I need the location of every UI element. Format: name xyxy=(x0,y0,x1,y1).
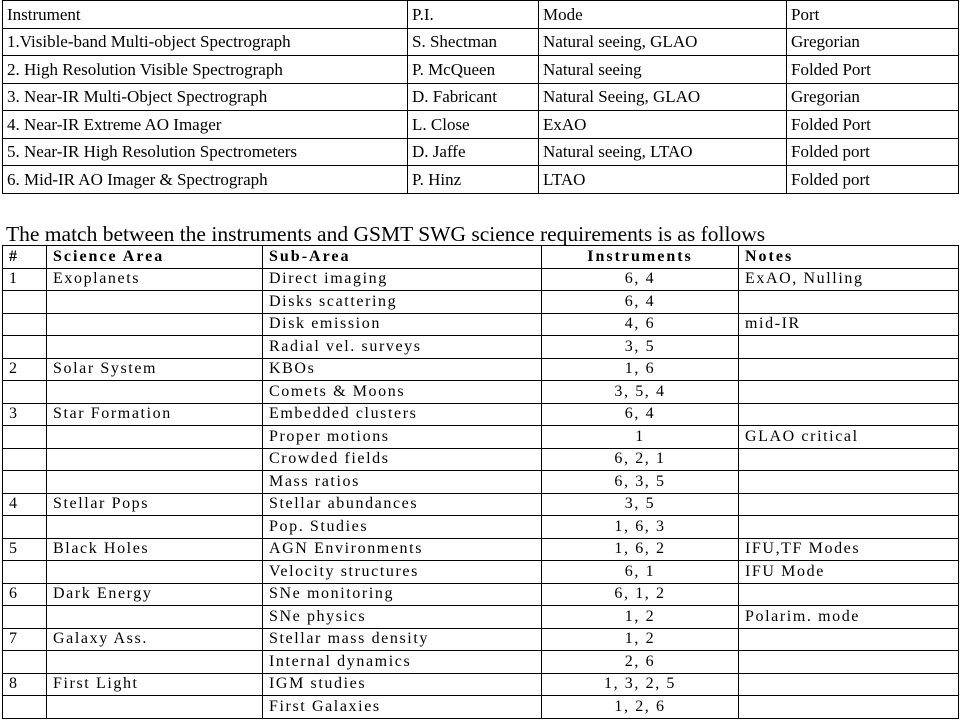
instrument-row xyxy=(3,28,959,56)
science-area-cell: Dark Energy xyxy=(47,583,263,606)
instrument-table xyxy=(2,0,959,194)
number-cell xyxy=(3,313,47,336)
science-row xyxy=(3,696,959,719)
science-row xyxy=(3,561,959,584)
science-row xyxy=(3,583,959,606)
science-area-cell xyxy=(47,606,263,629)
notes-cell: IFU Mode xyxy=(739,561,959,584)
number-cell: 5 xyxy=(3,538,47,561)
port-cell: Gregorian xyxy=(787,28,959,56)
science-row xyxy=(3,538,959,561)
science-row xyxy=(3,516,959,539)
notes-cell: IFU,TF Modes xyxy=(739,538,959,561)
science-area-cell xyxy=(47,516,263,539)
sub-area-cell: Radial vel. surveys xyxy=(263,336,542,359)
number-cell xyxy=(3,336,47,359)
science-area-cell xyxy=(47,381,263,404)
science-area-cell: Solar System xyxy=(47,358,263,381)
number-cell: 8 xyxy=(3,673,47,696)
pi-name-cell: D. Jaffe xyxy=(408,138,539,166)
instruments-cell: 3, 5 xyxy=(542,336,739,359)
instruments-cell: 6, 2, 1 xyxy=(542,448,739,471)
sub-area-cell: Comets & Moons xyxy=(263,381,542,404)
notes-cell xyxy=(739,651,959,674)
sub-area-cell: SNe monitoring xyxy=(263,583,542,606)
instruments-cell: 1, 3, 2, 5 xyxy=(542,673,739,696)
number-cell: 6 xyxy=(3,583,47,606)
science-row xyxy=(3,493,959,516)
port-cell: Folded Port xyxy=(787,111,959,139)
science-requirements-table xyxy=(2,245,959,719)
header-pi: P.I. xyxy=(408,1,539,29)
science-row xyxy=(3,313,959,336)
port-cell: Folded port xyxy=(787,166,959,194)
instrument-table-header xyxy=(3,1,959,29)
number-cell: 3 xyxy=(3,403,47,426)
number-cell: 7 xyxy=(3,628,47,651)
science-area-cell: First Light xyxy=(47,673,263,696)
sub-area-cell: Pop. Studies xyxy=(263,516,542,539)
number-cell: 1 xyxy=(3,268,47,291)
sub-area-cell: Mass ratios xyxy=(263,471,542,494)
science-area-cell xyxy=(47,313,263,336)
science-area-cell: Black Holes xyxy=(47,538,263,561)
science-area-cell xyxy=(47,696,263,719)
notes-cell: mid-IR xyxy=(739,313,959,336)
instrument-name-cell: 3. Near-IR Multi-Object Spectrograph xyxy=(3,83,408,111)
science-row xyxy=(3,291,959,314)
pi-name-cell: L. Close xyxy=(408,111,539,139)
instrument-row xyxy=(3,166,959,194)
instrument-name-cell: 6. Mid-IR AO Imager & Spectrograph xyxy=(3,166,408,194)
pi-name-cell: P. Hinz xyxy=(408,166,539,194)
mode-cell: Natural Seeing, GLAO xyxy=(539,83,787,111)
notes-cell xyxy=(739,381,959,404)
sub-area-cell: Embedded clusters xyxy=(263,403,542,426)
science-row xyxy=(3,336,959,359)
number-cell xyxy=(3,471,47,494)
science-area-cell xyxy=(47,448,263,471)
port-cell: Folded port xyxy=(787,138,959,166)
instruments-cell: 6, 4 xyxy=(542,291,739,314)
number-cell xyxy=(3,448,47,471)
science-row xyxy=(3,606,959,629)
science-row xyxy=(3,268,959,291)
science-row xyxy=(3,403,959,426)
number-cell xyxy=(3,516,47,539)
notes-cell: GLAO critical xyxy=(739,426,959,449)
instruments-cell: 3, 5, 4 xyxy=(542,381,739,404)
header-notes: Notes xyxy=(739,246,959,269)
pi-name-cell: S. Shectman xyxy=(408,28,539,56)
sub-area-cell: KBOs xyxy=(263,358,542,381)
instrument-row xyxy=(3,56,959,84)
intro-sentence: The match between the instruments and GSMT SWG science requirements is as follows xyxy=(6,222,766,246)
instruments-cell: 6, 3, 5 xyxy=(542,471,739,494)
science-row xyxy=(3,673,959,696)
notes-cell: ExAO, Nulling xyxy=(739,268,959,291)
science-row xyxy=(3,471,959,494)
number-cell xyxy=(3,426,47,449)
sub-area-cell: First Galaxies xyxy=(263,696,542,719)
notes-cell xyxy=(739,673,959,696)
science-row xyxy=(3,628,959,651)
header-instrument: Instrument xyxy=(3,1,408,29)
port-cell: Gregorian xyxy=(787,83,959,111)
mode-cell: Natural seeing xyxy=(539,56,787,84)
number-cell xyxy=(3,381,47,404)
mode-cell: Natural seeing, GLAO xyxy=(539,28,787,56)
notes-cell xyxy=(739,493,959,516)
notes-cell xyxy=(739,358,959,381)
sub-area-cell: Direct imaging xyxy=(263,268,542,291)
instrument-name-cell: 5. Near-IR High Resolution Spectrometers xyxy=(3,138,408,166)
notes-cell xyxy=(739,628,959,651)
notes-cell xyxy=(739,336,959,359)
science-row xyxy=(3,448,959,471)
notes-cell xyxy=(739,291,959,314)
science-table-header xyxy=(3,246,959,269)
notes-cell xyxy=(739,471,959,494)
instruments-cell: 1 xyxy=(542,426,739,449)
port-cell: Folded Port xyxy=(787,56,959,84)
instruments-cell: 6, 1 xyxy=(542,561,739,584)
instruments-cell: 1, 6, 3 xyxy=(542,516,739,539)
science-area-cell: Star Formation xyxy=(47,403,263,426)
sub-area-cell: Stellar mass density xyxy=(263,628,542,651)
science-row xyxy=(3,651,959,674)
instruments-cell: 6, 1, 2 xyxy=(542,583,739,606)
header-instruments: Instruments xyxy=(542,246,739,269)
instrument-row xyxy=(3,111,959,139)
instrument-name-cell: 4. Near-IR Extreme AO Imager xyxy=(3,111,408,139)
sub-area-cell: Disks scattering xyxy=(263,291,542,314)
header-sub-area: Sub-Area xyxy=(263,246,542,269)
notes-cell xyxy=(739,696,959,719)
sub-area-cell: SNe physics xyxy=(263,606,542,629)
header-port: Port xyxy=(787,1,959,29)
sub-area-cell: Proper motions xyxy=(263,426,542,449)
science-area-cell xyxy=(47,336,263,359)
science-area-cell: Stellar Pops xyxy=(47,493,263,516)
notes-cell xyxy=(739,403,959,426)
number-cell xyxy=(3,561,47,584)
header-mode: Mode xyxy=(539,1,787,29)
pi-name-cell: P. McQueen xyxy=(408,56,539,84)
sub-area-cell: AGN Environments xyxy=(263,538,542,561)
number-cell xyxy=(3,651,47,674)
header-number: # xyxy=(3,246,47,269)
science-row xyxy=(3,358,959,381)
science-row xyxy=(3,381,959,404)
number-cell xyxy=(3,696,47,719)
instrument-name-cell: 2. High Resolution Visible Spectrograph xyxy=(3,56,408,84)
instrument-row xyxy=(3,138,959,166)
instruments-cell: 1, 2 xyxy=(542,606,739,629)
instruments-cell: 4, 6 xyxy=(542,313,739,336)
sub-area-cell: Stellar abundances xyxy=(263,493,542,516)
science-area-cell xyxy=(47,291,263,314)
number-cell xyxy=(3,291,47,314)
science-area-cell xyxy=(47,561,263,584)
science-area-cell: Exoplanets xyxy=(47,268,263,291)
notes-cell: Polarim. mode xyxy=(739,606,959,629)
mode-cell: LTAO xyxy=(539,166,787,194)
number-cell: 2 xyxy=(3,358,47,381)
notes-cell xyxy=(739,448,959,471)
science-area-cell xyxy=(47,651,263,674)
instruments-cell: 6, 4 xyxy=(542,268,739,291)
pi-name-cell: D. Fabricant xyxy=(408,83,539,111)
sub-area-cell: Crowded fields xyxy=(263,448,542,471)
instruments-cell: 2, 6 xyxy=(542,651,739,674)
notes-cell xyxy=(739,516,959,539)
instrument-row xyxy=(3,83,959,111)
sub-area-cell: Internal dynamics xyxy=(263,651,542,674)
science-row xyxy=(3,426,959,449)
instruments-cell: 6, 4 xyxy=(542,403,739,426)
instrument-name-cell: 1.Visible-band Multi-object Spectrograph xyxy=(3,28,408,56)
sub-area-cell: Velocity structures xyxy=(263,561,542,584)
instruments-cell: 3, 5 xyxy=(542,493,739,516)
number-cell: 4 xyxy=(3,493,47,516)
instruments-cell: 1, 6 xyxy=(542,358,739,381)
number-cell xyxy=(3,606,47,629)
science-area-cell: Galaxy Ass. xyxy=(47,628,263,651)
science-area-cell xyxy=(47,471,263,494)
notes-cell xyxy=(739,583,959,606)
sub-area-cell: IGM studies xyxy=(263,673,542,696)
instruments-cell: 1, 2 xyxy=(542,628,739,651)
sub-area-cell: Disk emission xyxy=(263,313,542,336)
instruments-cell: 1, 2, 6 xyxy=(542,696,739,719)
instruments-cell: 1, 6, 2 xyxy=(542,538,739,561)
science-area-cell xyxy=(47,426,263,449)
mode-cell: Natural seeing, LTAO xyxy=(539,138,787,166)
mode-cell: ExAO xyxy=(539,111,787,139)
header-science-area: Science Area xyxy=(47,246,263,269)
